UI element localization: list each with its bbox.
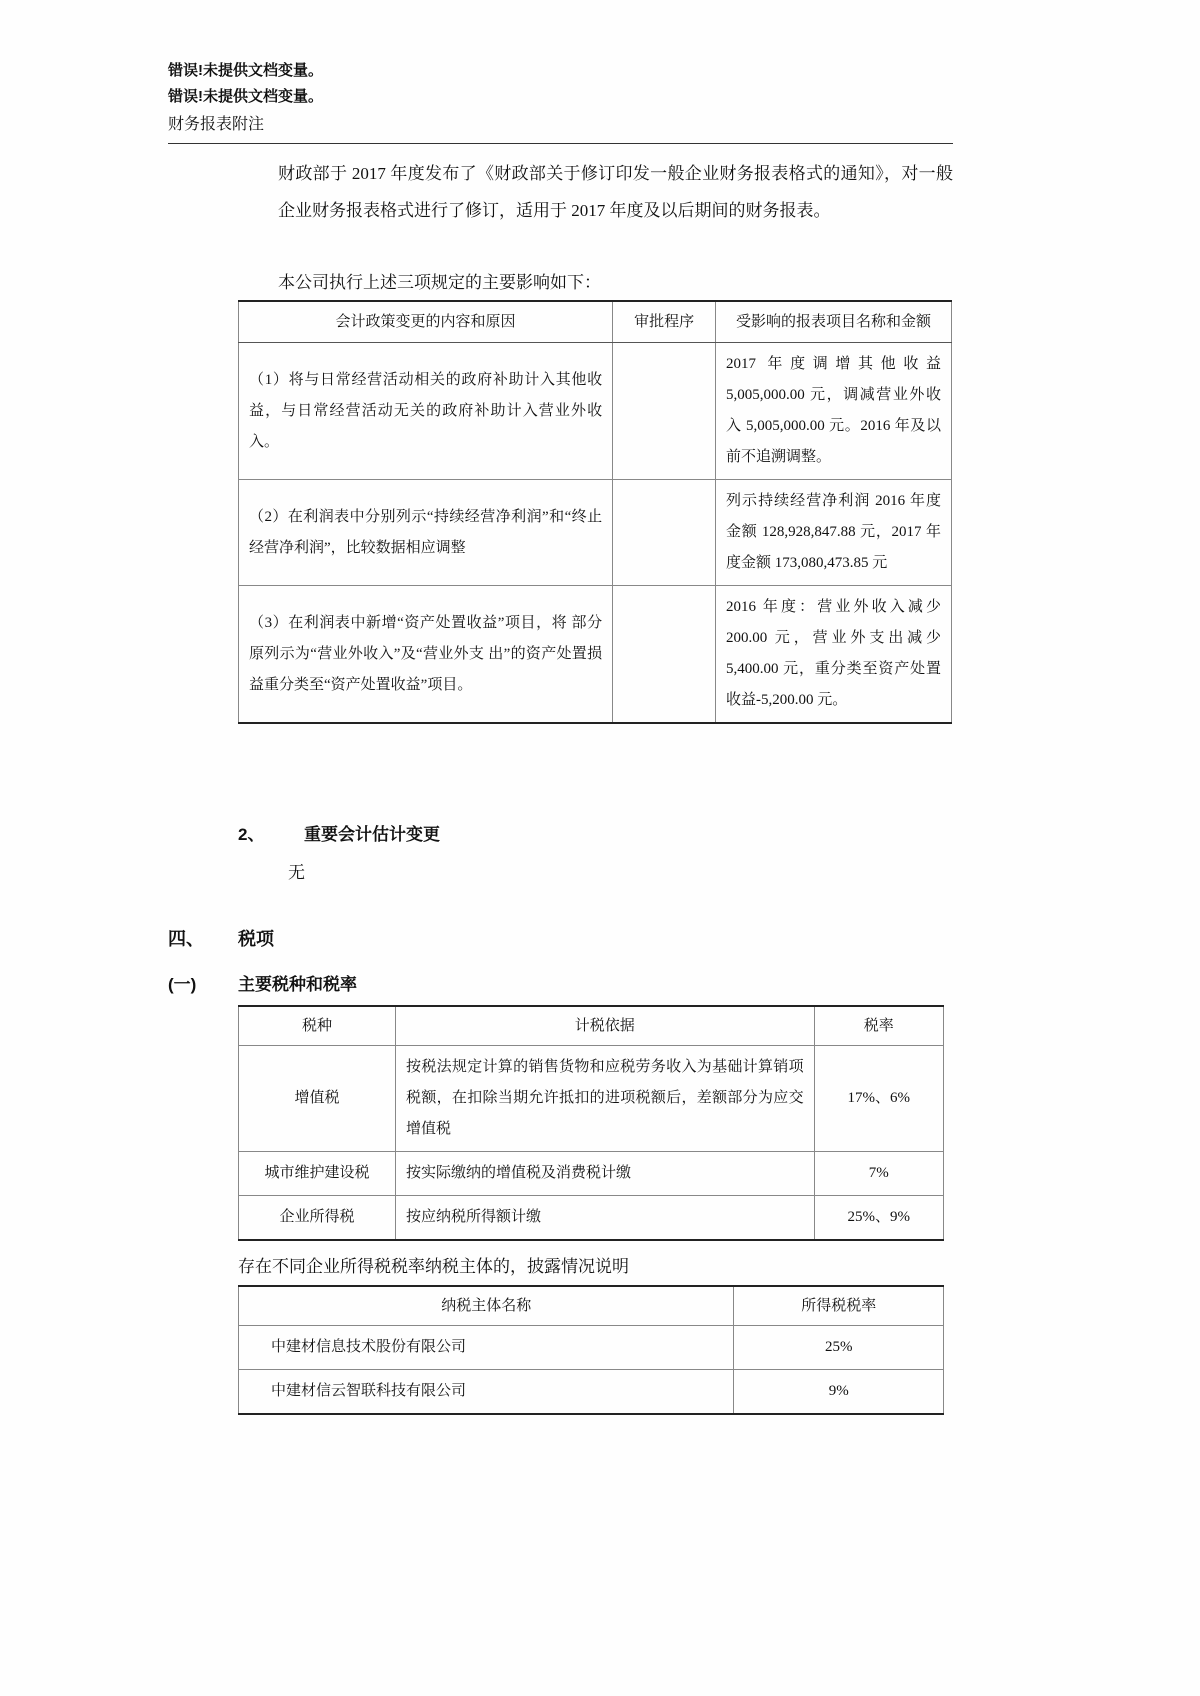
cell-effect: 列示持续经营净利润 2016 年度金额 128,928,847.88 元，2017 年度金额 173,080,473.85 元 bbox=[716, 480, 952, 586]
accounting-policy-change-table bbox=[238, 300, 952, 724]
cell-entity-name: 中建材信息技术股份有限公司 bbox=[239, 1326, 734, 1370]
cell-effect: 2017 年度调增其他收益 5,005,000.00 元，调减营业外收入 5,005,000.00 元。2016 年及以前不追溯调整。 bbox=[716, 343, 952, 480]
cell-procedure bbox=[613, 480, 716, 586]
cell-tax-type: 城市维护建设税 bbox=[239, 1152, 396, 1196]
header-divider bbox=[168, 143, 953, 144]
table-row bbox=[239, 1370, 944, 1415]
column-header-procedure: 审批程序 bbox=[613, 301, 716, 343]
table-row bbox=[239, 586, 952, 724]
heading-number: 四、 bbox=[168, 929, 204, 949]
heading-title: 重要会计估计变更 bbox=[304, 825, 440, 844]
heading-section-2 bbox=[238, 820, 440, 845]
table-row bbox=[239, 1196, 944, 1241]
heading-number: (一) bbox=[168, 975, 197, 994]
column-header-entity-name: 纳税主体名称 bbox=[239, 1286, 734, 1326]
header-error-line-1: 错误!未提供文档变量。 bbox=[168, 62, 323, 79]
heading-title: 税项 bbox=[238, 929, 274, 949]
cell-entity-rate: 25% bbox=[734, 1326, 944, 1370]
entity-table-note: 存在不同企业所得税税率纳税主体的，披露情况说明 bbox=[238, 1257, 629, 1276]
table-header-row bbox=[239, 1286, 944, 1326]
column-header-tax-basis: 计税依据 bbox=[396, 1006, 815, 1046]
table-row bbox=[239, 1046, 944, 1152]
table-row bbox=[239, 343, 952, 480]
cell-tax-rate: 7% bbox=[814, 1152, 943, 1196]
column-header-tax-rate: 税率 bbox=[814, 1006, 943, 1046]
cell-tax-rate: 25%、9% bbox=[814, 1196, 943, 1241]
section-2-body: 无 bbox=[288, 863, 305, 882]
cell-content: （1）将与日常经营活动相关的政府补助计入其他收益，与日常经营活动无关的政府补助计入营业外收入。 bbox=[239, 343, 613, 480]
table-header-row bbox=[239, 301, 952, 343]
cell-content: （2）在利润表中分别列示“持续经营净利润”和“终止经营净利润”，比较数据相应调整 bbox=[239, 480, 613, 586]
cell-effect: 2016 年度：营业外收入减少 200.00 元，营业外支出减少 5,400.00 元，重分类至资产处置收益-5,200.00 元。 bbox=[716, 586, 952, 724]
tax-entity-table bbox=[238, 1285, 944, 1415]
cell-entity-name: 中建材信云智联科技有限公司 bbox=[239, 1370, 734, 1415]
cell-tax-type: 增值税 bbox=[239, 1046, 396, 1152]
cell-tax-basis: 按应纳税所得额计缴 bbox=[396, 1196, 815, 1241]
column-header-tax-type: 税种 bbox=[239, 1006, 396, 1046]
cell-tax-basis: 按实际缴纳的增值税及消费税计缴 bbox=[396, 1152, 815, 1196]
page-header bbox=[168, 58, 968, 137]
header-subtitle: 财务报表附注 bbox=[168, 116, 265, 133]
cell-content: （3）在利润表中新增“资产处置收益”项目，将 部分原列示为“营业外收入”及“营业外支 出”的资产处置损益重分类至“资产处置收益”项目。 bbox=[239, 586, 613, 724]
column-header-effect: 受影响的报表项目名称和金额 bbox=[716, 301, 952, 343]
table-row bbox=[239, 1152, 944, 1196]
heading-number: 2、 bbox=[238, 825, 265, 844]
heading-subsection-one bbox=[168, 970, 357, 995]
paragraph-policy-intro: 财政部于 2017 年度发布了《财政部关于修订印发一般企业财务报表格式的通知》，对一般企业财务报表格式进行了修订，适用于 2017 年度及以后期间的财务报表。 bbox=[278, 164, 953, 220]
cell-procedure bbox=[613, 586, 716, 724]
heading-section-four bbox=[168, 925, 274, 951]
tax-types-table bbox=[238, 1005, 944, 1241]
column-header-entity-rate: 所得税税率 bbox=[734, 1286, 944, 1326]
cell-entity-rate: 9% bbox=[734, 1370, 944, 1415]
cell-tax-rate: 17%、6% bbox=[814, 1046, 943, 1152]
heading-title: 主要税种和税率 bbox=[238, 975, 357, 994]
table-row bbox=[239, 480, 952, 586]
table-header-row bbox=[239, 1006, 944, 1046]
table-row bbox=[239, 1326, 944, 1370]
header-error-line-2: 错误!未提供文档变量。 bbox=[168, 88, 323, 105]
paragraph-effect-intro: 本公司执行上述三项规定的主要影响如下： bbox=[278, 273, 601, 292]
cell-procedure bbox=[613, 343, 716, 480]
cell-tax-basis: 按税法规定计算的销售货物和应税劳务收入为基础计算销项税额，在扣除当期允许抵扣的进项税额后，差额部分为应交增值税 bbox=[396, 1046, 815, 1152]
cell-tax-type: 企业所得税 bbox=[239, 1196, 396, 1241]
column-header-content: 会计政策变更的内容和原因 bbox=[239, 301, 613, 343]
